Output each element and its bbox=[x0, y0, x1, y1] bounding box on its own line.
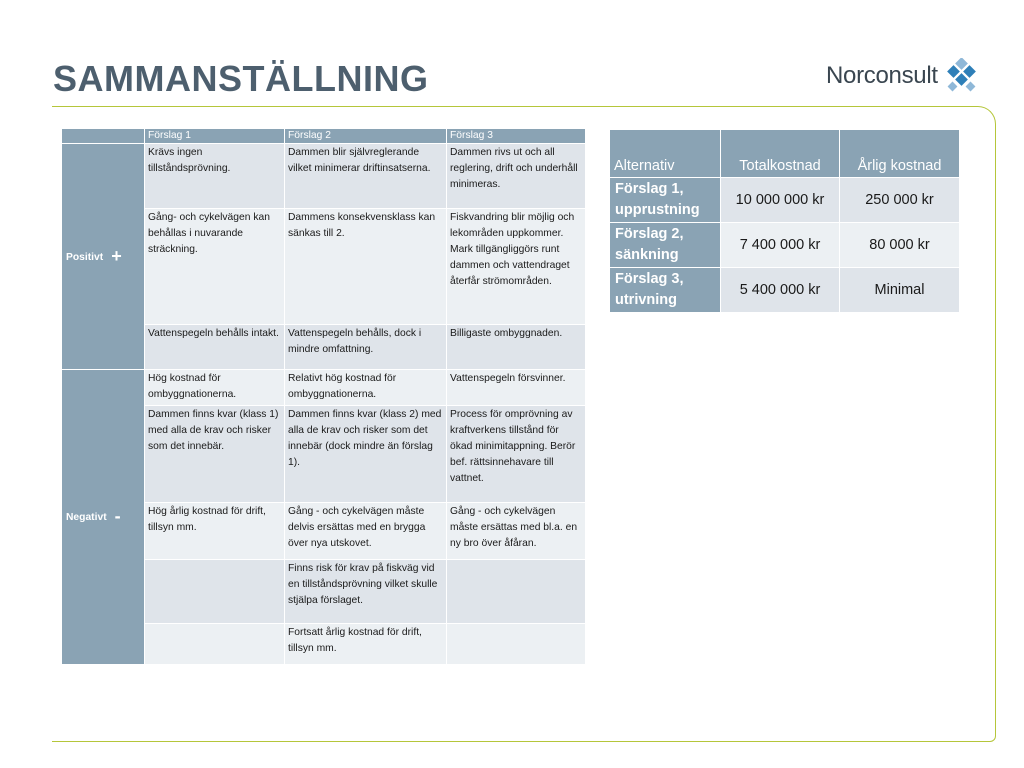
cost-annual: Minimal bbox=[840, 268, 960, 313]
norconsult-logo bbox=[826, 56, 980, 96]
header-forslag-2: Förslag 2 bbox=[285, 129, 447, 144]
cost-total: 7 400 000 kr bbox=[721, 223, 840, 268]
cost-annual: 80 000 kr bbox=[840, 223, 960, 268]
header-totalkostnad: Totalkostnad bbox=[721, 130, 840, 178]
table-cell: Dammen rivs ut och all reglering, drift och underhåll minimeras. bbox=[447, 144, 586, 209]
table-cell: Dammen finns kvar (klass 1) med alla de krav och risker som det innebär. bbox=[145, 406, 285, 503]
category-label: Positivt bbox=[66, 251, 104, 263]
category-negative bbox=[62, 370, 145, 665]
table-cell: Dammen finns kvar (klass 2) med alla de krav och risker som det innebär (dock mindre än förslag 1). bbox=[285, 406, 447, 503]
minus-sign: - bbox=[114, 506, 121, 526]
table-cell: Fiskvandring blir möjlig och lekområden uppkommer. Mark tillgängliggörs runt dammen och vattendraget återfår strömområden. bbox=[447, 209, 586, 325]
cost-row-name: Förslag 3, utrivning bbox=[610, 268, 721, 313]
comparison-table bbox=[61, 128, 586, 665]
table-cell: Vattenspegeln behålls intakt. bbox=[145, 325, 285, 370]
header-forslag-3: Förslag 3 bbox=[447, 129, 586, 144]
header-forslag-1: Förslag 1 bbox=[145, 129, 285, 144]
table-cell: Process för omprövning av kraftverkens tillstånd för ökad minimitappning. Berör bef. rättsinnehavare till vattnet. bbox=[447, 406, 586, 503]
cost-table bbox=[609, 129, 960, 313]
table-cell bbox=[447, 560, 586, 624]
cost-row bbox=[610, 223, 960, 268]
header-arlig-kostnad: Årlig kostnad bbox=[840, 130, 960, 178]
table-cell: Dammen blir självreglerande vilket minimerar driftinsatserna. bbox=[285, 144, 447, 209]
table-cell: Vattenspegeln försvinner. bbox=[447, 370, 586, 406]
table-cell bbox=[145, 560, 285, 624]
cost-annual: 250 000 kr bbox=[840, 178, 960, 223]
cost-total: 10 000 000 kr bbox=[721, 178, 840, 223]
table-cell: Relativt hög kostnad för ombyggnationerna. bbox=[285, 370, 447, 406]
table-cell: Dammens konsekvensklass kan sänkas till 2. bbox=[285, 209, 447, 325]
cost-row bbox=[610, 178, 960, 223]
category-positive bbox=[62, 144, 145, 370]
table-cell: Vattenspegeln behålls, dock i mindre omfattning. bbox=[285, 325, 447, 370]
plus-sign: + bbox=[111, 245, 122, 266]
table-cell: Krävs ingen tillståndsprövning. bbox=[145, 144, 285, 209]
category-label: Negativt bbox=[66, 512, 107, 523]
cost-header-row bbox=[610, 130, 960, 178]
cost-total: 5 400 000 kr bbox=[721, 268, 840, 313]
table-cell: Gång - och cykelvägen måste delvis ersättas med en brygga över nya utskovet. bbox=[285, 503, 447, 560]
cost-row-name: Förslag 2, sänkning bbox=[610, 223, 721, 268]
header-alternativ: Alternativ bbox=[610, 130, 721, 178]
table-cell bbox=[447, 624, 586, 665]
table-cell: Billigaste ombyggnaden. bbox=[447, 325, 586, 370]
page-title: SAMMANSTÄLLNING bbox=[53, 58, 429, 99]
logo-text: Norconsult bbox=[826, 62, 938, 89]
cost-row-name: Förslag 1, upprustning bbox=[610, 178, 721, 223]
table-cell: Gång- och cykelvägen kan behållas i nuvarande sträckning. bbox=[145, 209, 285, 325]
table-cell: Gång - och cykelvägen måste ersättas med bl.a. en ny bro över åfåran. bbox=[447, 503, 586, 560]
table-cell: Hög årlig kostnad för drift, tillsyn mm. bbox=[145, 503, 285, 560]
table-cell: Finns risk för krav på fiskväg vid en tillståndsprövning vilket skulle stjälpa förslaget. bbox=[285, 560, 447, 624]
table-cell bbox=[145, 624, 285, 665]
table-cell: Fortsatt årlig kostnad för drift, tillsyn mm. bbox=[285, 624, 447, 665]
table-row bbox=[62, 370, 586, 406]
corner-header bbox=[62, 129, 145, 144]
table-row bbox=[62, 144, 586, 209]
comparison-header-row bbox=[62, 129, 586, 144]
norconsult-diamond-icon bbox=[944, 58, 980, 94]
cost-row bbox=[610, 268, 960, 313]
table-cell: Hög kostnad för ombyggnationerna. bbox=[145, 370, 285, 406]
